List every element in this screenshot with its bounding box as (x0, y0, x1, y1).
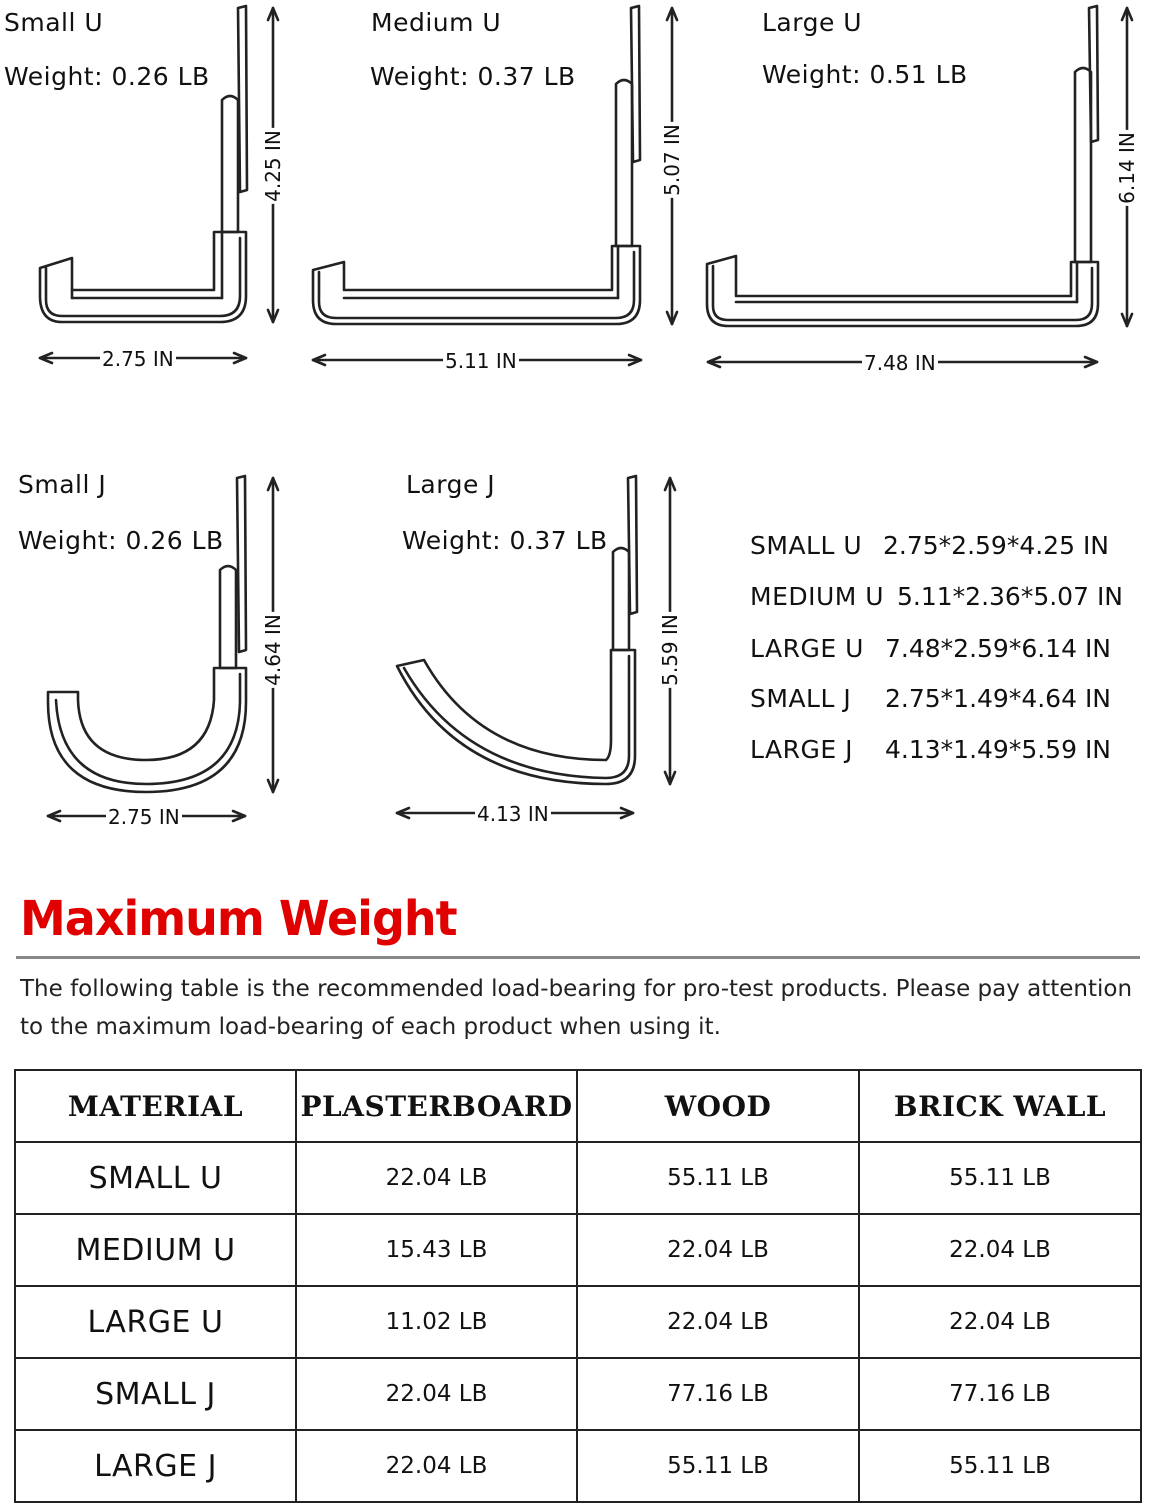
column-header: BRICK WALL (859, 1070, 1141, 1142)
table-cell: 22.04 LB (296, 1358, 577, 1430)
small-j-title: Small J (18, 470, 107, 499)
spec-name: MEDIUM U (750, 582, 885, 611)
small-j-width-label: 2.75 IN (108, 805, 180, 829)
large-j-width-label: 4.13 IN (477, 802, 549, 826)
max-weight-table (14, 1069, 1142, 1503)
table-cell: 11.02 LB (296, 1286, 577, 1358)
small-u-title: Small U (4, 8, 104, 37)
medium-u-weight: Weight: 0.37 LB (370, 62, 576, 91)
table-cell: 22.04 LB (577, 1286, 859, 1358)
spec-name: SMALL J (750, 684, 852, 713)
table-cell: 55.11 LB (577, 1142, 859, 1214)
table-row (15, 1286, 1141, 1358)
spec-size: 5.11*2.36*5.07 IN (897, 582, 1124, 611)
small-u-weight: Weight: 0.26 LB (4, 62, 210, 91)
large-j-hook-diagram (0, 0, 700, 840)
small-j-weight: Weight: 0.26 LB (18, 526, 224, 555)
medium-u-width-label: 5.11 IN (445, 349, 517, 373)
table-cell: 77.16 LB (859, 1358, 1141, 1430)
heading-divider (16, 956, 1140, 959)
table-cell: 55.11 LB (859, 1142, 1141, 1214)
table-cell: 15.43 LB (296, 1214, 577, 1286)
table-cell: 55.11 LB (859, 1430, 1141, 1502)
large-j-weight: Weight: 0.37 LB (402, 526, 608, 555)
row-header: LARGE U (15, 1286, 296, 1358)
spec-size: 2.75*1.49*4.64 IN (885, 684, 1112, 713)
table-cell: 22.04 LB (859, 1214, 1141, 1286)
large-u-title: Large U (762, 8, 863, 37)
column-header: WOOD (577, 1070, 859, 1142)
table-header-row (15, 1070, 1141, 1142)
table-cell: 22.04 LB (296, 1430, 577, 1502)
spec-name: SMALL U (750, 531, 863, 560)
spec-name: LARGE J (750, 735, 853, 764)
small-j-height-label: 4.64 IN (261, 614, 285, 686)
table-cell: 77.16 LB (577, 1358, 859, 1430)
table-row (15, 1430, 1141, 1502)
table-row (15, 1142, 1141, 1214)
row-header: MEDIUM U (15, 1214, 296, 1286)
spec-size: 2.75*2.59*4.25 IN (883, 531, 1110, 560)
spec-name: LARGE U (750, 634, 864, 663)
small-u-width-label: 2.75 IN (102, 347, 174, 371)
spec-size: 7.48*2.59*6.14 IN (885, 634, 1112, 663)
row-header: SMALL U (15, 1142, 296, 1214)
medium-u-title: Medium U (371, 8, 502, 37)
table-cell: 22.04 LB (296, 1142, 577, 1214)
table-description: The following table is the recommended load-bearing for pro-test products. Please pay attention to the maximum load-bearing of each product when using it. (20, 976, 1133, 1040)
spec-size: 4.13*1.49*5.59 IN (885, 735, 1112, 764)
row-header: LARGE J (15, 1430, 296, 1502)
maximum-weight-heading: Maximum Weight (20, 890, 457, 947)
large-j-title: Large J (406, 470, 496, 499)
table-row (15, 1214, 1141, 1286)
small-u-height-label: 4.25 IN (261, 130, 285, 202)
column-header: PLASTERBOARD (296, 1070, 577, 1142)
table-cell: 55.11 LB (577, 1430, 859, 1502)
table-cell: 22.04 LB (577, 1214, 859, 1286)
large-j-height-label: 5.59 IN (658, 614, 682, 686)
large-u-width-label: 7.48 IN (864, 351, 936, 375)
table-row (15, 1358, 1141, 1430)
large-u-weight: Weight: 0.51 LB (762, 60, 968, 89)
column-header: MATERIAL (15, 1070, 296, 1142)
row-header: SMALL J (15, 1358, 296, 1430)
table-cell: 22.04 LB (859, 1286, 1141, 1358)
large-u-height-label: 6.14 IN (1115, 132, 1139, 204)
medium-u-height-label: 5.07 IN (660, 124, 684, 196)
